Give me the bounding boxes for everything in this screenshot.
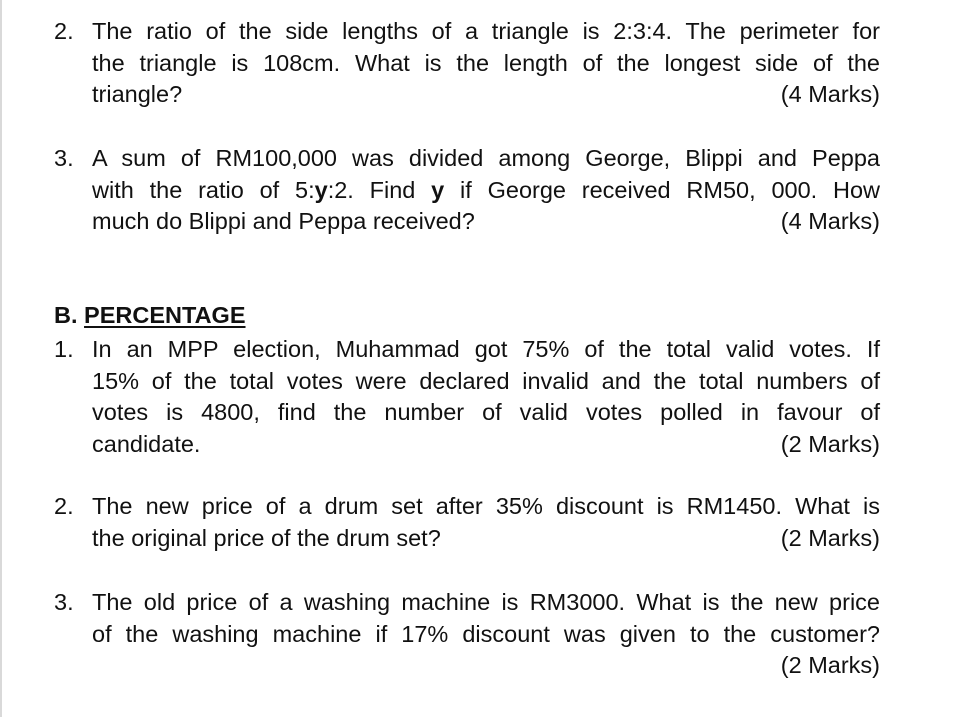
question-last-line: [92, 206, 880, 238]
question-last-line: [92, 79, 880, 111]
question-text-line: The old price of a washing machine is RM3000. What is the new price: [92, 589, 880, 615]
question-number: 2.: [54, 18, 74, 44]
question-text-line: of the washing machine if 17% discount was given to the customer?: [92, 620, 880, 647]
question-number: 3.: [54, 145, 74, 171]
question-text-line: A sum of RM100,000 was divided among George, Blippi and Peppa: [92, 145, 880, 171]
marks-label: (4 Marks): [780, 208, 880, 234]
marks-label: (2 Marks): [780, 524, 880, 551]
variable-y: y: [431, 176, 445, 203]
question-last-line: [92, 429, 880, 461]
percentage-question-3: [54, 587, 880, 682]
section-letter: B.: [54, 302, 78, 328]
marks-label: (4 Marks): [780, 81, 880, 107]
question-number: 2.: [54, 493, 74, 519]
text-fragment: :2. Find: [327, 176, 432, 203]
question-3: [54, 143, 880, 238]
section-title: PERCENTAGE: [84, 302, 246, 328]
question-text-line: candidate.: [92, 430, 201, 457]
question-text-line: 15% of the total votes were declared invalid and the total numbers of: [92, 367, 880, 394]
question-number: 1.: [54, 336, 74, 362]
section-heading: [54, 300, 246, 332]
percentage-question-1: [54, 334, 880, 460]
question-text-line: The new price of a drum set after 35% discount is RM1450. What is: [92, 493, 880, 519]
question-text-line: [92, 175, 880, 207]
question-text-line: triangle?: [92, 81, 183, 107]
question-text-line: much do Blippi and Peppa received?: [92, 208, 475, 234]
text-fragment: if George received RM50, 000. How: [444, 176, 880, 203]
question-last-line: [92, 523, 880, 555]
percentage-question-2: [54, 491, 880, 554]
question-text-line: the original price of the drum set?: [92, 524, 441, 551]
question-2: [54, 16, 880, 111]
question-text-line: votes is 4800, find the number of valid votes polled in favour of: [92, 399, 880, 425]
question-text-line: In an MPP election, Muhammad got 75% of the total valid votes. If: [92, 336, 880, 362]
question-number: 3.: [54, 589, 74, 615]
variable-y: y: [314, 176, 328, 203]
text-fragment: with the ratio of 5:: [92, 176, 315, 203]
question-text-line: the triangle is 108cm. What is the length of the longest side of the: [92, 49, 880, 76]
marks-label: (2 Marks): [780, 652, 880, 678]
marks-label: (2 Marks): [780, 430, 880, 457]
question-text-line: The ratio of the side lengths of a triangle is 2:3:4. The perimeter for: [92, 18, 880, 44]
